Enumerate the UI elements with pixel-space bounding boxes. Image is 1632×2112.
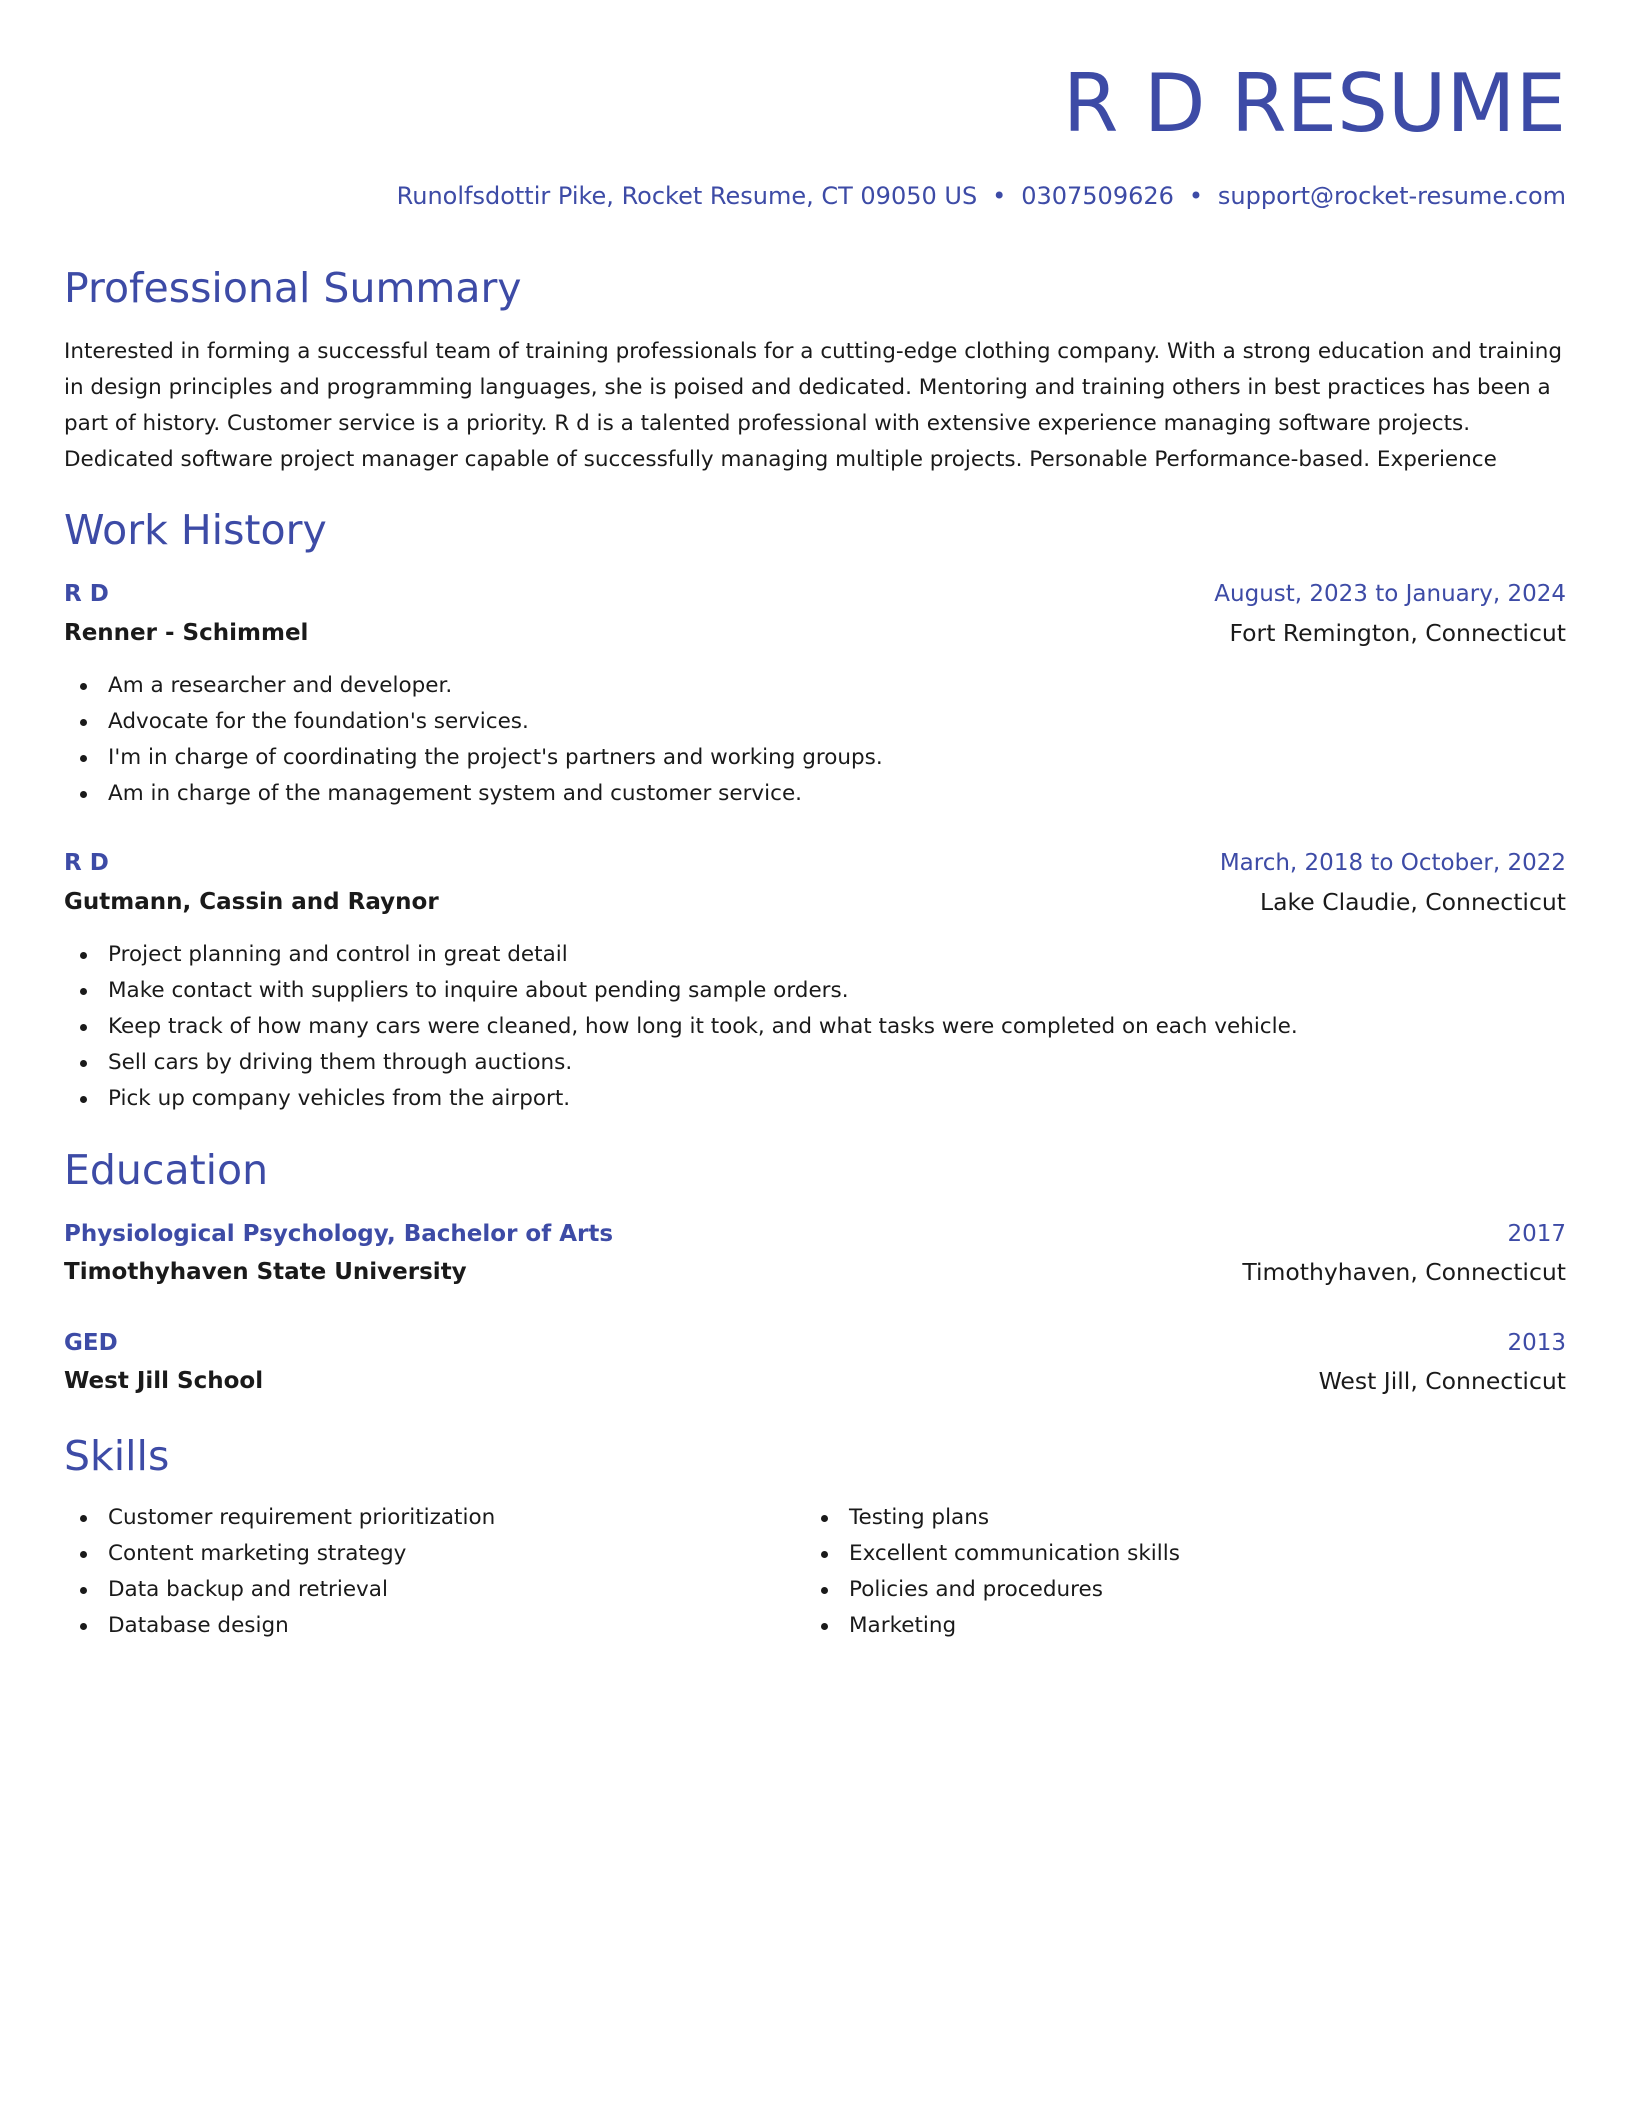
job-header (64, 846, 1566, 880)
list-item: Data backup and retrieval (64, 1572, 495, 1608)
job-subheader (64, 616, 1566, 650)
education-school: Timothyhaven State University (64, 1259, 467, 1285)
list-item: Am in charge of the management system and customer service. (64, 776, 883, 812)
job-dates: August, 2023 to January, 2024 (1214, 581, 1566, 607)
job-dates: March, 2018 to October, 2022 (1219, 850, 1566, 876)
list-item: Marketing (805, 1608, 1180, 1644)
contact-line (397, 180, 1566, 212)
skills-list-right (805, 1500, 1180, 1644)
job-company: Gutmann, Cassin and Raynor (64, 889, 439, 915)
contact-separator: • (992, 182, 1007, 210)
job-role: R D (64, 850, 109, 876)
list-item: I'm in charge of coordinating the project's partners and working groups. (64, 740, 883, 776)
list-item: Content marketing strategy (64, 1536, 495, 1572)
education-subheader (64, 1255, 1566, 1289)
list-item: Database design (64, 1608, 495, 1644)
job-subheader (64, 885, 1566, 919)
contact-separator: • (1188, 182, 1203, 210)
list-item: Pick up company vehicles from the airport. (64, 1081, 1298, 1117)
education-degree: GED (64, 1330, 118, 1356)
section-title-education: Education (64, 1146, 269, 1194)
list-item: Sell cars by driving them through auctions. (64, 1045, 1298, 1081)
list-item: Policies and procedures (805, 1572, 1180, 1608)
skills-list-left (64, 1500, 495, 1644)
list-item: Am a researcher and developer. (64, 668, 883, 704)
job-company: Renner - Schimmel (64, 620, 309, 646)
summary-text: Interested in forming a successful team of training professionals for a cutting-edge clothing company. With a strong education and training in design principles and programming languages, she is poised and dedicated. Mentoring and training others in best practices has been a part of history. Customer service is a priority. R d is a talented professional with extensive experience managing software projects. Dedicated software project manager capable of successfully managing multiple projects. Personable Performance-based. Experience (64, 339, 1563, 472)
candidate-name: R D RESUME (1062, 57, 1566, 150)
job-role: R D (64, 581, 109, 607)
contact-email[interactable]: support@rocket-resume.com (1217, 182, 1566, 210)
education-location: West Jill, Connecticut (1318, 1367, 1566, 1395)
education-degree: Physiological Psychology, Bachelor of Arts (64, 1221, 614, 1247)
list-item: Excellent communication skills (805, 1536, 1180, 1572)
education-school: West Jill School (64, 1368, 264, 1394)
education-year: 2013 (1507, 1330, 1566, 1356)
section-title-summary: Professional Summary (64, 264, 522, 312)
list-item: Make contact with suppliers to inquire about pending sample orders. (64, 973, 1298, 1009)
list-item: Project planning and control in great detail (64, 937, 1298, 973)
list-item: Keep track of how many cars were cleaned, how long it took, and what tasks were completed on each vehicle. (64, 1009, 1298, 1045)
contact-phone[interactable]: 0307509626 (1021, 182, 1174, 210)
education-header (64, 1217, 1566, 1251)
list-item: Advocate for the foundation's services. (64, 704, 883, 740)
contact-address: Runolfsdottir Pike, Rocket Resume, CT 09050 US (396, 182, 978, 210)
education-location: Timothyhaven, Connecticut (1242, 1258, 1566, 1286)
section-title-skills: Skills (64, 1432, 170, 1480)
job-location: Fort Remington, Connecticut (1229, 619, 1566, 647)
education-header (64, 1326, 1566, 1360)
section-title-work-history: Work History (64, 506, 327, 554)
education-year: 2017 (1507, 1221, 1566, 1247)
job-duties-list (64, 668, 883, 812)
education-subheader (64, 1364, 1566, 1398)
list-item: Testing plans (805, 1500, 1180, 1536)
list-item: Customer requirement prioritization (64, 1500, 495, 1536)
job-header (64, 577, 1566, 611)
job-duties-list (64, 937, 1298, 1117)
job-location: Lake Claudie, Connecticut (1260, 888, 1566, 916)
